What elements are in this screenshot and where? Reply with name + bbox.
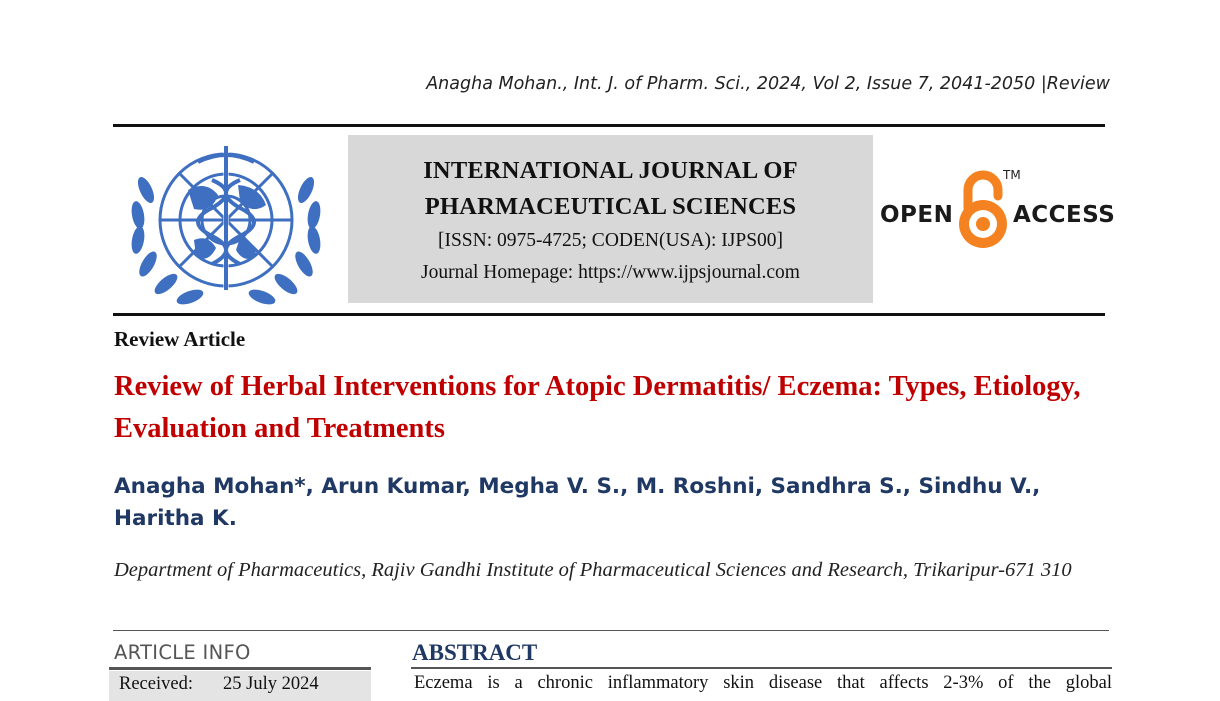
abstract-rule <box>411 667 1112 669</box>
journal-banner <box>348 135 873 303</box>
article-info-rule <box>109 667 371 670</box>
open-access-word-access: ACCESS <box>1013 202 1116 228</box>
received-date: 25 July 2024 <box>223 674 319 694</box>
open-access-logo <box>880 168 1116 254</box>
abstract-text: Eczema is a chronic inflammatory skin disease that affects 2-3% of the global <box>414 673 1112 693</box>
abstract-heading: ABSTRACT <box>412 640 538 665</box>
header-top-rule <box>113 124 1105 127</box>
article-info-heading: ARTICLE INFO <box>114 641 251 664</box>
author-affiliation: Department of Pharmaceutics, Rajiv Gandhi Institute of Pharmaceutical Sciences and Research, Trikaripur-671 310 <box>114 559 1072 581</box>
section-divider <box>113 630 1109 631</box>
header-bottom-rule <box>113 313 1105 316</box>
running-head: Anagha Mohan., Int. J. of Pharm. Sci., 2024, Vol 2, Issue 7, 2041-2050 |Review <box>426 74 1110 94</box>
journal-title-line-1: INTERNATIONAL JOURNAL OF <box>423 157 798 184</box>
globe-caduceus-emblem-icon <box>128 140 324 306</box>
article-info-received-row <box>109 671 371 701</box>
journal-homepage[interactable]: Journal Homepage: https://www.ijpsjournal.com <box>421 262 800 283</box>
trademark-mark: TM <box>1003 168 1021 182</box>
author-list: Anagha Mohan*, Arun Kumar, Megha V. S., M. Roshni, Sandhra S., Sindhu V., Haritha K. <box>114 474 1041 531</box>
received-label: Received: <box>119 674 193 694</box>
article-type: Review Article <box>114 327 246 351</box>
journal-title-line-2: PHARMACEUTICAL SCIENCES <box>424 193 797 220</box>
article-title: Review of Herbal Interventions for Atopic Dermatitis/ Eczema: Types, Etiology, Evaluation and Treatments <box>114 371 1081 444</box>
journal-issn: [ISSN: 0975-4725; CODEN(USA): IJPS00] <box>437 230 784 251</box>
open-access-word-open: OPEN <box>880 202 954 228</box>
